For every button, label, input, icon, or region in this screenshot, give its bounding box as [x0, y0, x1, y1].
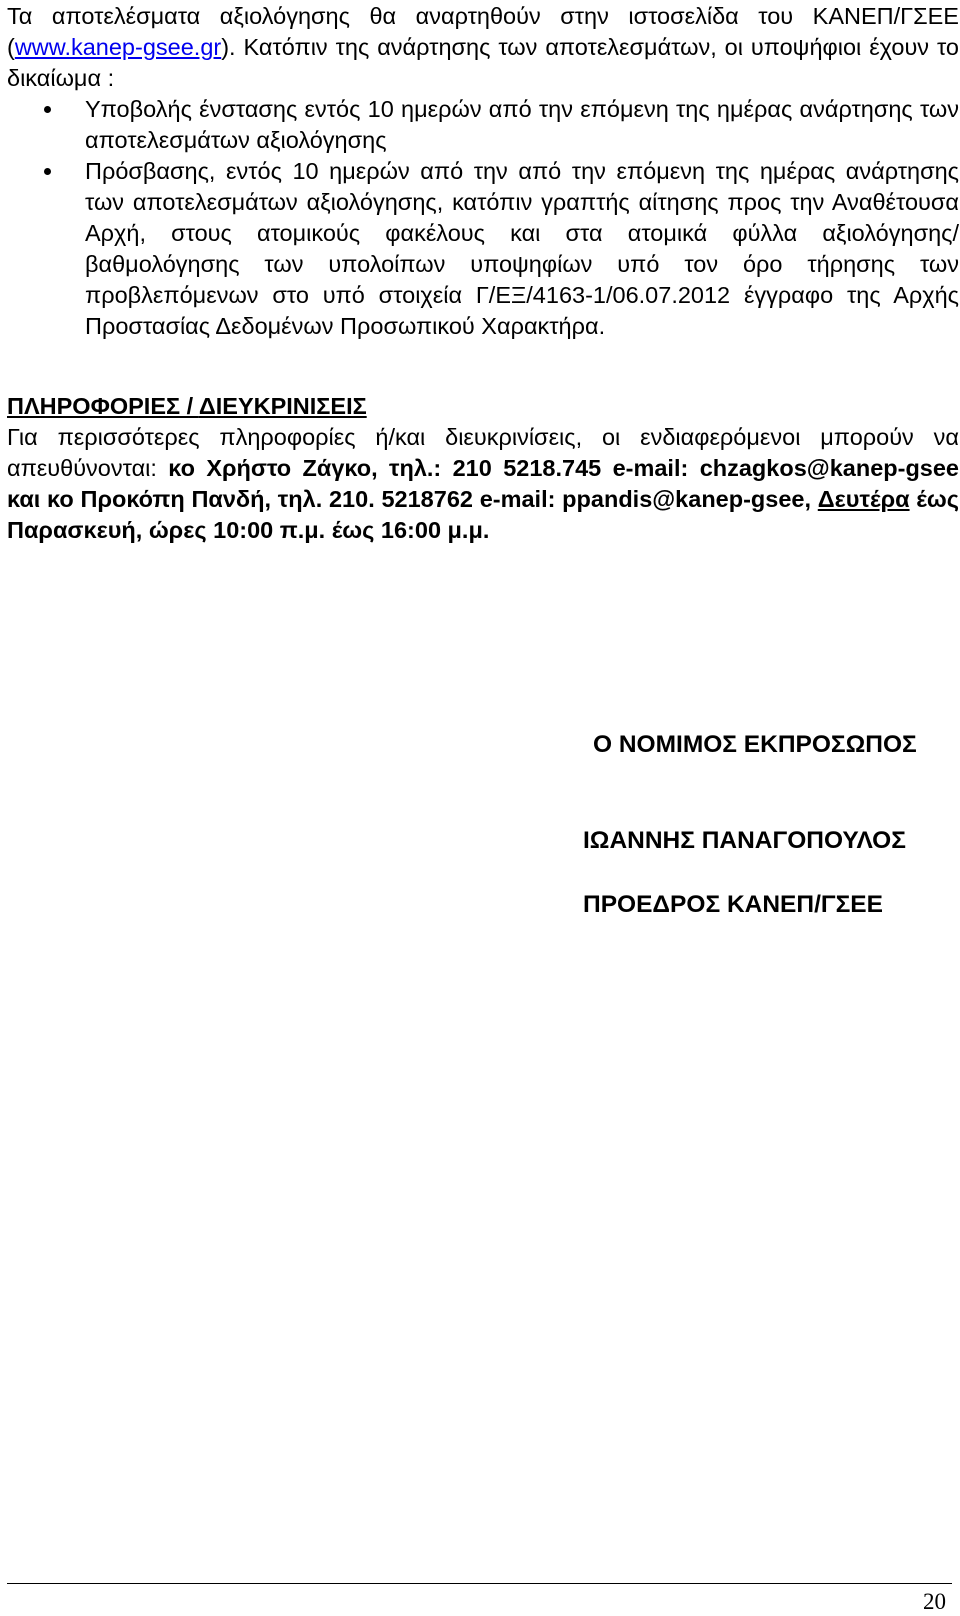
intro-text-after-link: ). Κατόπιν της ανάρτησης των αποτελεσμάτων, οι υποψήφιοι έχουν το δικαίωμα : — [7, 34, 959, 91]
intro-text-before-link: Τα αποτελέσματα αξιολόγησης θα αναρτηθούν στην ιστοσελίδα του ΚΑΝΕΠ/ΓΣΕΕ ( — [7, 3, 959, 60]
right-objection-text: Υποβολής ένστασης εντός 10 ημερών από την επόμενη της ημέρας ανάρτησης των αποτελεσμάτων αξιολόγησης — [85, 96, 959, 153]
page-number: 20 — [923, 1589, 946, 1614]
signatory-role: ΠΡΟΕΔΡΟΣ ΚΑΝΕΠ/ΓΣΕΕ — [583, 891, 883, 918]
signatory-name: ΙΩΑΝΝΗΣ ΠΑΝΑΓΟΠΟΥΛΟΣ — [583, 827, 906, 854]
intro-paragraph — [7, 1, 959, 94]
info-paragraph — [7, 422, 959, 546]
right-access-text: Πρόσβασης, εντός 10 ημερών από την από την επόμενη της ημέρας ανάρτησης των αποτελεσμάτων αξιολόγησης, κατόπιν γραπτής αίτησης προς την Αναθέτουσα Αρχή, στους ατομικούς φακέλους και στα ατομικά φύλλα αξιολόγησης/βαθμολόγησης των υπολοίπων υποψηφίων υπό τον όρο τήρησης των προβλεπόμενων στο υπό στοιχεία Γ/ΕΞ/4163-1/06.07.2012 έγγραφο της Αρχής Προστασίας Δεδομένων Προσωπικού Χαρακτήρα. — [85, 158, 959, 339]
info-heading — [7, 391, 959, 422]
rights-list — [7, 94, 959, 342]
list-item — [7, 156, 959, 342]
contact-pandis: κο Προκόπη Πανδή, τηλ. 210. 5218762 e-mail: ppandis@kanep-gsee, — [47, 486, 818, 512]
kanep-website-link[interactable]: www.kanep-gsee.gr — [14, 34, 222, 60]
legal-representative-label: Ο ΝΟΜΙΜΟΣ ΕΚΠΡΟΣΩΠΟΣ — [593, 731, 917, 758]
office-hours: έως Παρασκευή, ώρες 10:00 π.μ. έως 16:00 μ.μ. — [7, 486, 959, 543]
footer-divider — [7, 1583, 952, 1584]
contact-zagkos: κο Χρήστο Ζάγκο, τηλ.: 210 5218.745 e-mail: chzagkos@kanep-gsee και — [7, 455, 960, 512]
info-heading-part2: ΔΙΕΥΚΡΙΝΙΣΕΙΣ — [198, 393, 367, 419]
info-text: Για περισσότερες πληροφορίες ή/και διευκρινίσεις, οι ενδιαφερόμενοι μπορούν να απευθύνονται: — [7, 424, 959, 481]
info-heading-part1: ΠΛΗΡΟΦΟΡΙΕΣ / — [7, 393, 199, 419]
bullet-icon — [44, 168, 51, 175]
bullet-icon — [44, 106, 51, 113]
list-item — [7, 94, 959, 156]
office-hours-day: Δευτέρα — [817, 486, 910, 512]
document-page — [7, 0, 959, 546]
